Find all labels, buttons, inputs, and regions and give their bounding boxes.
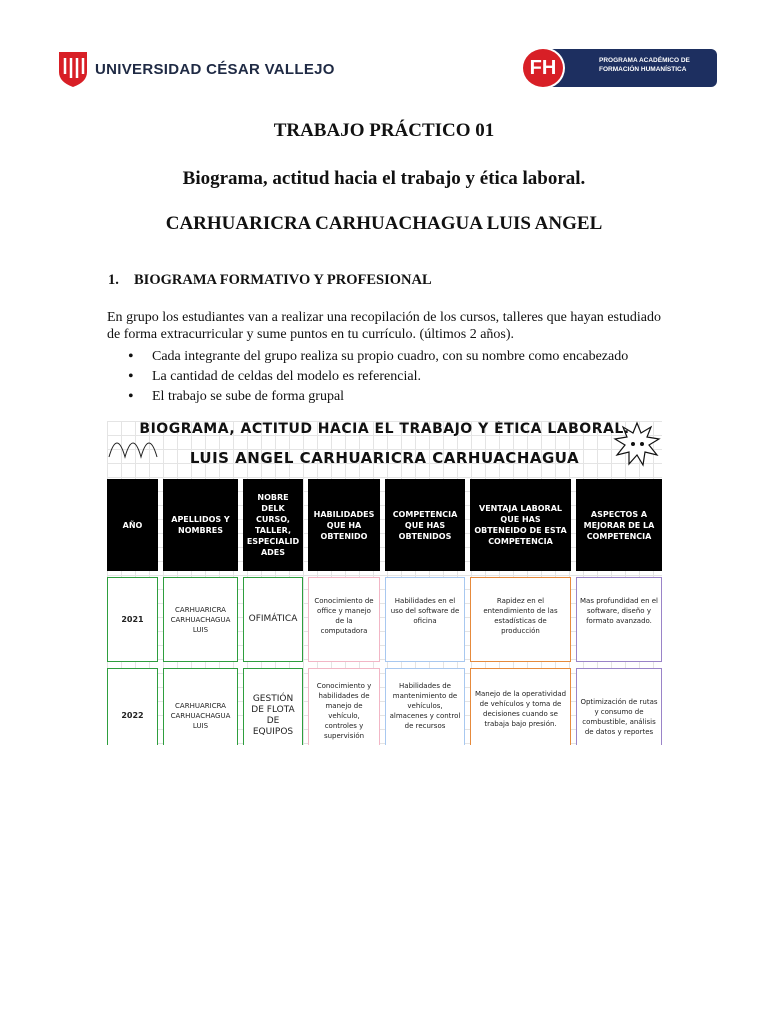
program-line2: FORMACIÓN HUMANÍSTICA — [599, 66, 687, 73]
section-title: BIOGRAMA FORMATIVO Y PROFESIONAL — [134, 272, 432, 288]
figure-title: BIOGRAMA, ACTITUD HACIA EL TRABAJO Y ÉTICA LABORAL. — [139, 421, 630, 437]
row-2021-improve: Mas profundidad en el software, diseño y formato avanzado. — [576, 577, 662, 662]
column-header-improve: ASPECTOS A MEJORAR DE LA COMPETENCIA — [576, 479, 662, 571]
row-2022-year: 2022 — [107, 668, 158, 745]
column-header-advantage: VENTAJA LABORAL QUE HAS OBTENEIDO DE ESTA COMPETENCIA — [470, 479, 571, 571]
instruction-list — [128, 347, 628, 407]
column-header-course: NOBRE DELK CURSO, TALLER, ESPECIALID ADES — [243, 479, 303, 571]
row-2022-advantage: Manejo de la operatividad de vehículos y toma de decisiones cuando se trabaja bajo presión. — [470, 668, 571, 745]
biograma-figure — [107, 421, 662, 745]
ucv-logo — [57, 50, 335, 88]
section-number: 1. — [108, 272, 119, 288]
column-header-year: AÑO — [107, 479, 158, 571]
row-2021-course: OFIMÁTICA — [243, 577, 303, 662]
row-2021-name: CARHUARICRA CARHUACHAGUA LUIS — [163, 577, 238, 662]
main-title: TRABAJO PRÁCTICO 01 — [273, 120, 495, 141]
ucv-shield-icon — [57, 50, 89, 88]
row-2021-competence: Habilidades en el uso del software de oficina — [385, 577, 465, 662]
row-2021-skills: Conocimiento de office y manejo de la computadora — [308, 577, 380, 662]
column-header-competence: COMPETENCIA QUE HAS OBTENIDOS — [385, 479, 465, 571]
row-2022-name: CARHUARICRA CARHUACHAGUA LUIS — [163, 668, 238, 745]
column-header-name: APELLIDOS Y NOMBRES — [163, 479, 238, 571]
list-item: • La cantidad de celdas del modelo es referencial. — [128, 367, 628, 387]
row-2022-competence: Habilidades de mantenimiento de vehículos, almacenes y control de recursos — [385, 668, 465, 745]
instructions-paragraph: En grupo los estudiantes van a realizar una recopilación de los cursos, talleres que hayan estudiado de forma extracurricular y sume puntos en tu currículo. (últimos 2 años). — [107, 310, 661, 342]
program-line1: PROGRAMA ACADÉMICO DE — [599, 57, 690, 64]
column-header-skills: HABILIDADES QUE HA OBTENIDO — [308, 479, 380, 571]
row-2022-skills: Conocimiento y habilidades de manejo de vehículo, controles y supervisión — [308, 668, 380, 745]
subtitle: Biograma, actitud hacia el trabajo y ética laboral. — [182, 168, 586, 189]
program-badge: FH — [521, 47, 565, 89]
list-item: • El trabajo se sube de forma grupal — [128, 387, 628, 407]
university-name: UNIVERSIDAD CÉSAR VALLEJO — [95, 60, 335, 78]
row-2021-year: 2021 — [107, 577, 158, 662]
row-2021-advantage: Rapidez en el entendimiento de las estadísticas de producción — [470, 577, 571, 662]
program-logo — [521, 47, 717, 89]
list-item: • Cada integrante del grupo realiza su propio cuadro, con su nombre como encabezado — [128, 347, 628, 367]
row-2022-course: GESTIÓN DE FLOTA DE EQUIPOS — [243, 668, 303, 745]
figure-student-name: LUIS ANGEL CARHUARICRA CARHUACHAGUA — [189, 449, 580, 467]
row-2022-improve: Optimización de rutas y consumo de combustible, análisis de datos y reportes — [576, 668, 662, 745]
student-name: CARHUARICRA CARHUACHAGUA LUIS ANGEL — [165, 213, 603, 234]
section-heading — [108, 272, 432, 289]
program-name — [599, 56, 690, 74]
